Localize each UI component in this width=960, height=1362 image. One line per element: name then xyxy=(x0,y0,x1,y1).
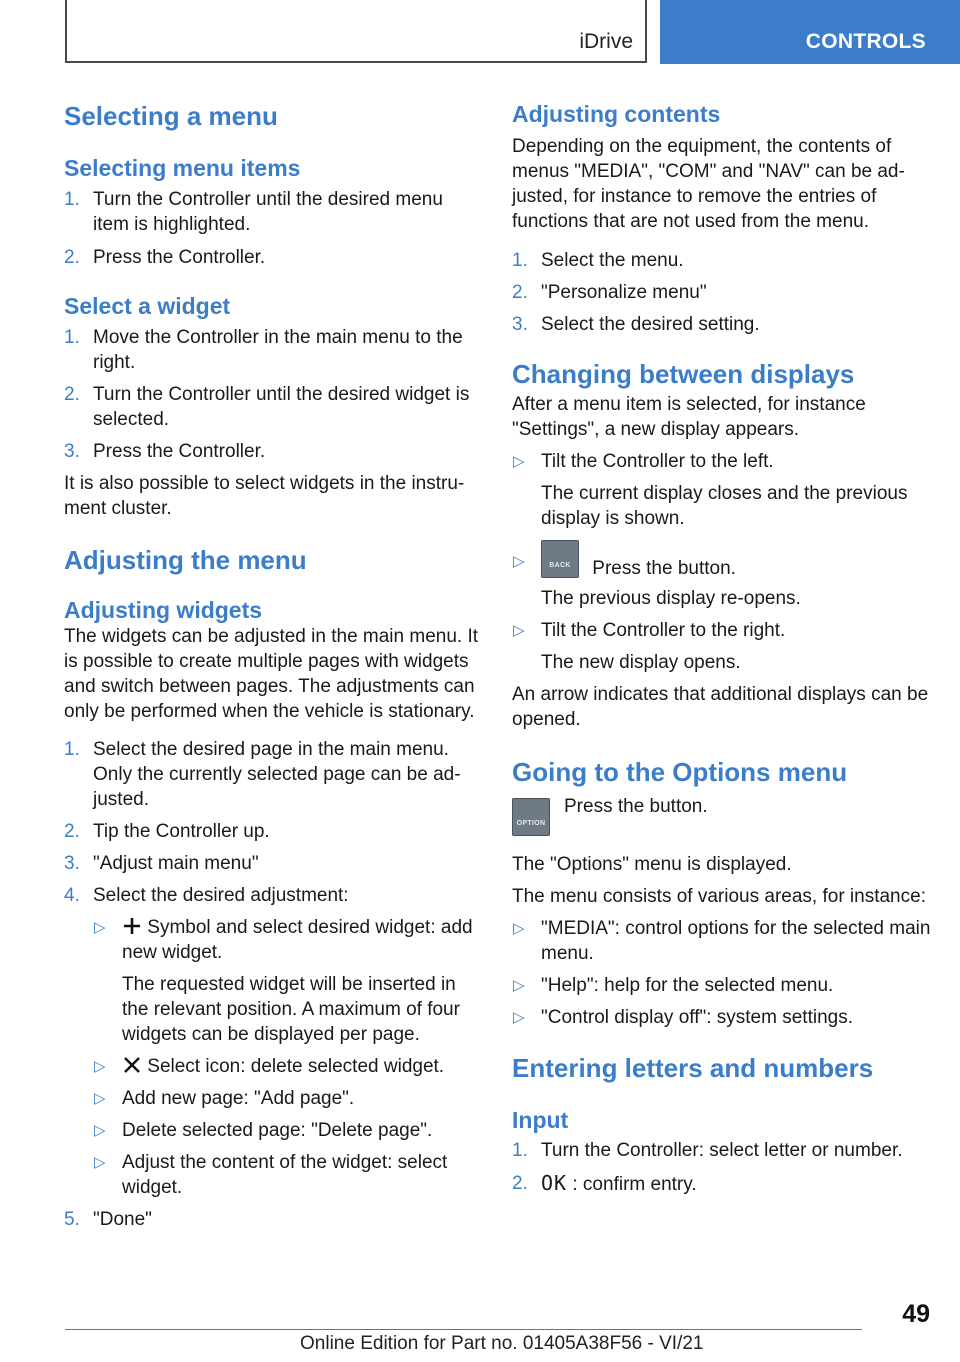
heading-selecting-menu: Selecting a menu xyxy=(64,101,278,131)
list-item: ▷ Tilt the Controller to the left. The current display closes and the previous display is shown. xyxy=(513,451,908,529)
list-item: 4. Select the desired adjustment: ▷ Symbol and select desired widget: add new widget. The requested widget will be inserted in the relevant position. A maximum of four widgets can be displayed per page. ▷ Select icon: delete selected widget. ▷ Add new page: "Add page". ▷ Delete selected page: "Delete page". ▷ Adjust the content of the widget: select widget. xyxy=(64,883,482,1200)
options-displayed: The "Options" menu is displayed. xyxy=(512,854,792,875)
header-chapter-tab xyxy=(660,0,960,64)
list-item: 1. Turn the Controller: select letter or number. xyxy=(512,1140,903,1161)
select-widget-steps xyxy=(64,325,482,464)
plus-detail: The requested widget will be inserted in the relevant position. A maximum of four widgets can be displayed per page. xyxy=(122,974,460,1045)
heading-adjusting-widgets: Adjusting widgets xyxy=(64,597,263,623)
adjust-steps xyxy=(64,737,482,1232)
list-item: 5. "Done" xyxy=(64,1209,152,1230)
options-consists: The menu consists of various areas, for instance: xyxy=(512,886,926,907)
heading-input: Input xyxy=(512,1107,569,1133)
arrow-note: An arrow indicates that additional displays can be opened. xyxy=(512,684,929,730)
input-steps xyxy=(512,1138,932,1197)
option-button-icon: OPTION xyxy=(512,798,550,836)
heading-adjusting-contents: Adjusting contents xyxy=(512,101,721,127)
list-item: 1. Turn the Controller until the desired menu item is highlighted. xyxy=(64,189,443,235)
heading-adjusting-menu: Adjusting the menu xyxy=(64,545,307,575)
option-press-text: Press the button. xyxy=(564,796,708,817)
footer-rule xyxy=(65,1329,862,1330)
header-chapter-title: CONTROLS xyxy=(805,30,926,53)
list-item: ▷ "MEDIA": control options for the selected main menu. xyxy=(513,918,931,964)
list-item: 2. Turn the Controller until the desired widget is selected. xyxy=(64,384,470,430)
widgets-intro: The widgets can be adjusted in the main menu. It is possible to create multiple pages with widgets and switch between pages. The adjustments can only be performed when the vehicle is stationary. xyxy=(64,626,479,722)
left-column xyxy=(64,100,482,1232)
ok-icon: OK xyxy=(541,1171,568,1195)
header-section-box xyxy=(65,0,647,63)
right-column xyxy=(512,100,932,1197)
back-button-icon: BACK xyxy=(541,540,579,578)
list-item: 1. Select the menu. xyxy=(512,250,684,271)
contents-steps xyxy=(512,248,932,337)
displays-list xyxy=(512,449,932,675)
list-item: 2. "Personalize menu" xyxy=(512,282,707,303)
list-item: 1. Select the desired page in the main menu. Only the currently selected page can be adjusted. xyxy=(64,739,461,810)
list-item: ▷ "Control display off": system settings. xyxy=(513,1007,853,1028)
page-number: 49 xyxy=(902,1300,930,1328)
list-item: ▷ Tilt the Controller to the right. The new display opens. xyxy=(513,620,786,673)
adjust-sub-options xyxy=(93,915,482,1200)
displays-intro: After a menu item is selected, for instance "Settings", a new display appears. xyxy=(512,394,866,440)
heading-select-widget: Select a widget xyxy=(64,293,231,319)
list-item: ▷ Select icon: delete selected widget. xyxy=(94,1056,445,1077)
heading-changing-displays: Changing between displays xyxy=(512,359,855,389)
list-item: 1. Move the Controller in the main menu to the right. xyxy=(64,327,463,373)
options-list xyxy=(512,916,932,1030)
list-item: ▷ Symbol and select desired widget: add new widget. The requested widget will be inserted in the relevant position. A maximum of four widgets can be displayed per page. xyxy=(93,915,482,1047)
heading-selecting-menu-items: Selecting menu items xyxy=(64,155,301,181)
list-item: ▷ Adjust the content of the widget: select widget. xyxy=(94,1152,448,1198)
contents-intro: Depending on the equipment, the contents of menus "MEDIA", "COM" and "NAV" can be adjusted, for instance to remove the entries of functions that are not used from the menu. xyxy=(512,136,905,232)
option-button-row xyxy=(512,796,932,842)
selecting-items-steps xyxy=(64,187,482,270)
list-item: ▷ "Help": help for the selected menu. xyxy=(513,975,834,996)
list-item: 2. Tip the Controller up. xyxy=(64,821,270,842)
list-item: 3. Press the Controller. xyxy=(64,441,266,462)
list-item: ▷ Add new page: "Add page". xyxy=(94,1088,355,1109)
list-item: ▷ BACK Press the button. The previous display re-opens. xyxy=(512,540,932,611)
plus-icon xyxy=(122,916,142,936)
widget-note: It is also possible to select widgets in the instrument cluster. xyxy=(64,473,465,519)
list-item: 3. Select the desired setting. xyxy=(512,314,760,335)
heading-options-menu: Going to the Options menu xyxy=(512,757,848,787)
close-icon xyxy=(122,1055,142,1075)
header-section-title: iDrive xyxy=(579,30,633,53)
list-item: 2. OK : confirm entry. xyxy=(512,1171,697,1195)
footer-edition: Online Edition for Part no. 01405A38F56 - VI/21 xyxy=(300,1333,704,1354)
list-item: ▷ Delete selected page: "Delete page". xyxy=(94,1120,433,1141)
heading-entering-letters: Entering letters and numbers xyxy=(512,1053,874,1083)
list-item: 3. "Adjust main menu" xyxy=(64,853,259,874)
list-item: 2. Press the Controller. xyxy=(64,247,266,268)
